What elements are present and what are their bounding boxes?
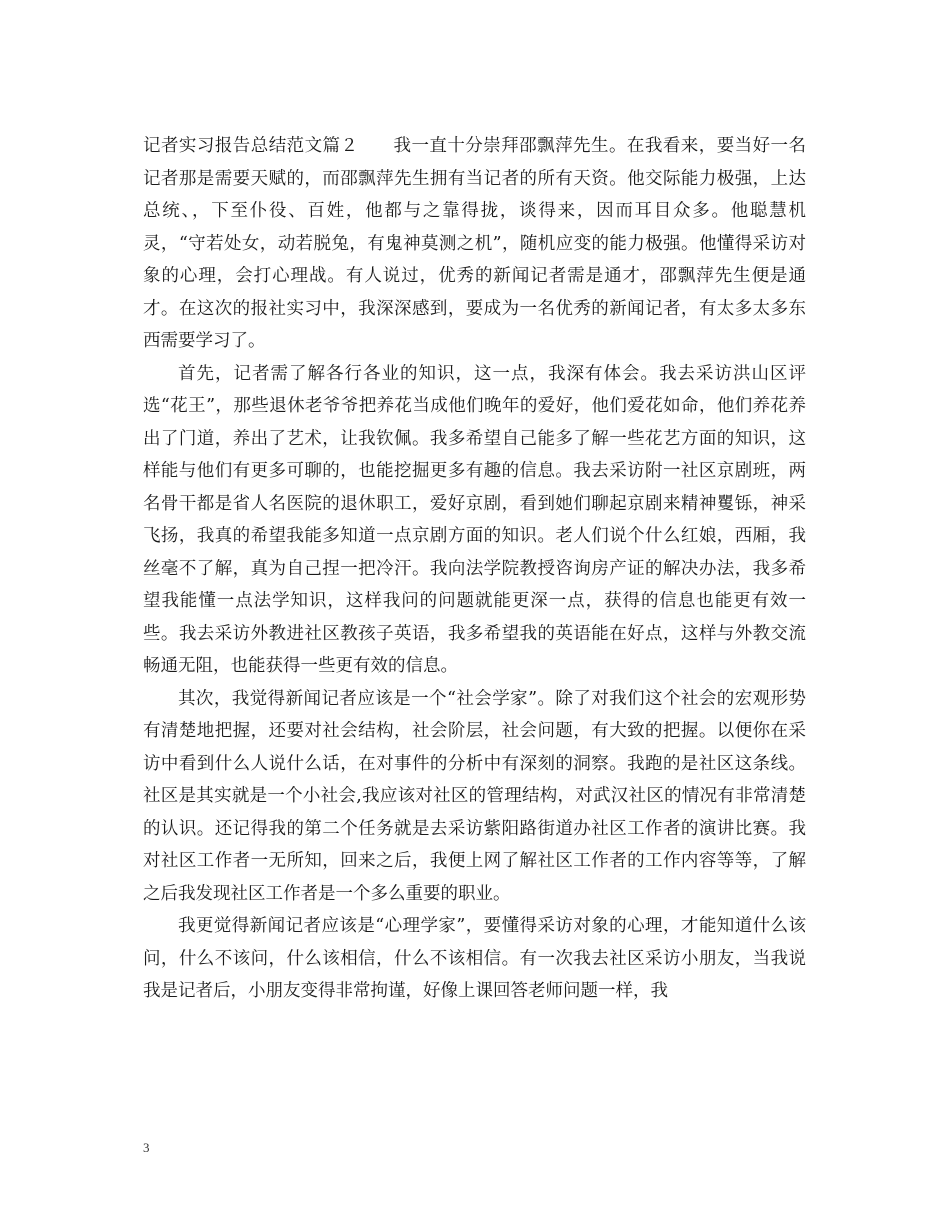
paragraph-3: 其次，我觉得新闻记者应该是一个“社会学家”。除了对我们这个社会的宏观形势有清楚地把握，还要对社会结构，社会阶层，社会问题，有大致的把握。以便你在采访中看到什么人说什么话，在对事件的分析中有深刻的洞察。我跑的是社区这条线。社区是其实就是一个小社会,我应该对社区的管理结构，对武汉社区的情况有非常清楚的认识。还记得我的第二个任务就是去采访紫阳路街道办社区工作者的演讲比赛。我对社区工作者一无所知，回来之后，我便上网了解社区工作者的工作内容等等，了解之后我发现社区工作者是一个多么重要的职业。 — [143, 688, 806, 904]
page-number: 3 — [143, 1140, 150, 1155]
paragraph-2: 首先，记者需了解各行各业的知识，这一点，我深有体会。我去采访洪山区评选“花王”，那些退休老爷爷把养花当成他们晚年的爱好，他们爱花如命，他们养花养出了门道，养出了艺术，让我钦佩。我多希望自己能多了解一些花艺方面的知识，这样能与他们有更多可聊的，也能挖掘更多有趣的信息。我去采访附一社区京剧班，两名骨干都是省人名医院的退休职工，爱好京剧，看到她们聊起京剧来精神矍铄，神采飞扬，我真的希望我能多知道一点京剧方面的知识。老人们说个什么红娘，西厢，我丝毫不了解，真为自己捏一把冷汗。我向法学院教授咨询房产证的解决办法，我多希望我能懂一点法学知识，这样我问的问题就能更深一点，获得的信息也能更有效一些。我去采访外教进社区教孩子英语，我多希望我的英语能在好点，这样与外教交流畅通无阻，也能获得一些更有效的信息。 — [143, 363, 806, 676]
paragraph-1-text: 我一直十分崇拜邵飘萍先生。在我看来，要当好一名记者那是需要天赋的，而邵飘萍先生拥有当记者的所有天资。他交际能力极强，上达总统、，下至仆役、百姓，他都与之靠得拢，谈得来，因而耳目众多。他聪慧机灵，“守若处女，动若脱兔，有鬼神莫测之机”，随机应变的能力极强。他懂得采访对象的心理，会打心理战。有人说过，优秀的新闻记者需是通才，邵飘萍先生便是通才。在这次的报社实习中，我深深感到，要成为一名优秀的新闻记者，有太多太多东西需要学习了。 — [143, 136, 807, 351]
document-body — [143, 130, 806, 1008]
document-title: 记者实习报告总结范文篇２ — [143, 136, 359, 156]
paragraph-1 — [143, 130, 806, 358]
paragraph-4: 我更觉得新闻记者应该是“心理学家”，要懂得采访对象的心理，才能知道什么该问，什么不该问，什么该相信，什么不该相信。有一次我去社区采访小朋友，当我说我是记者后，小朋友变得非常拘谨，好像上课回答老师问题一样，我 — [143, 916, 806, 1001]
